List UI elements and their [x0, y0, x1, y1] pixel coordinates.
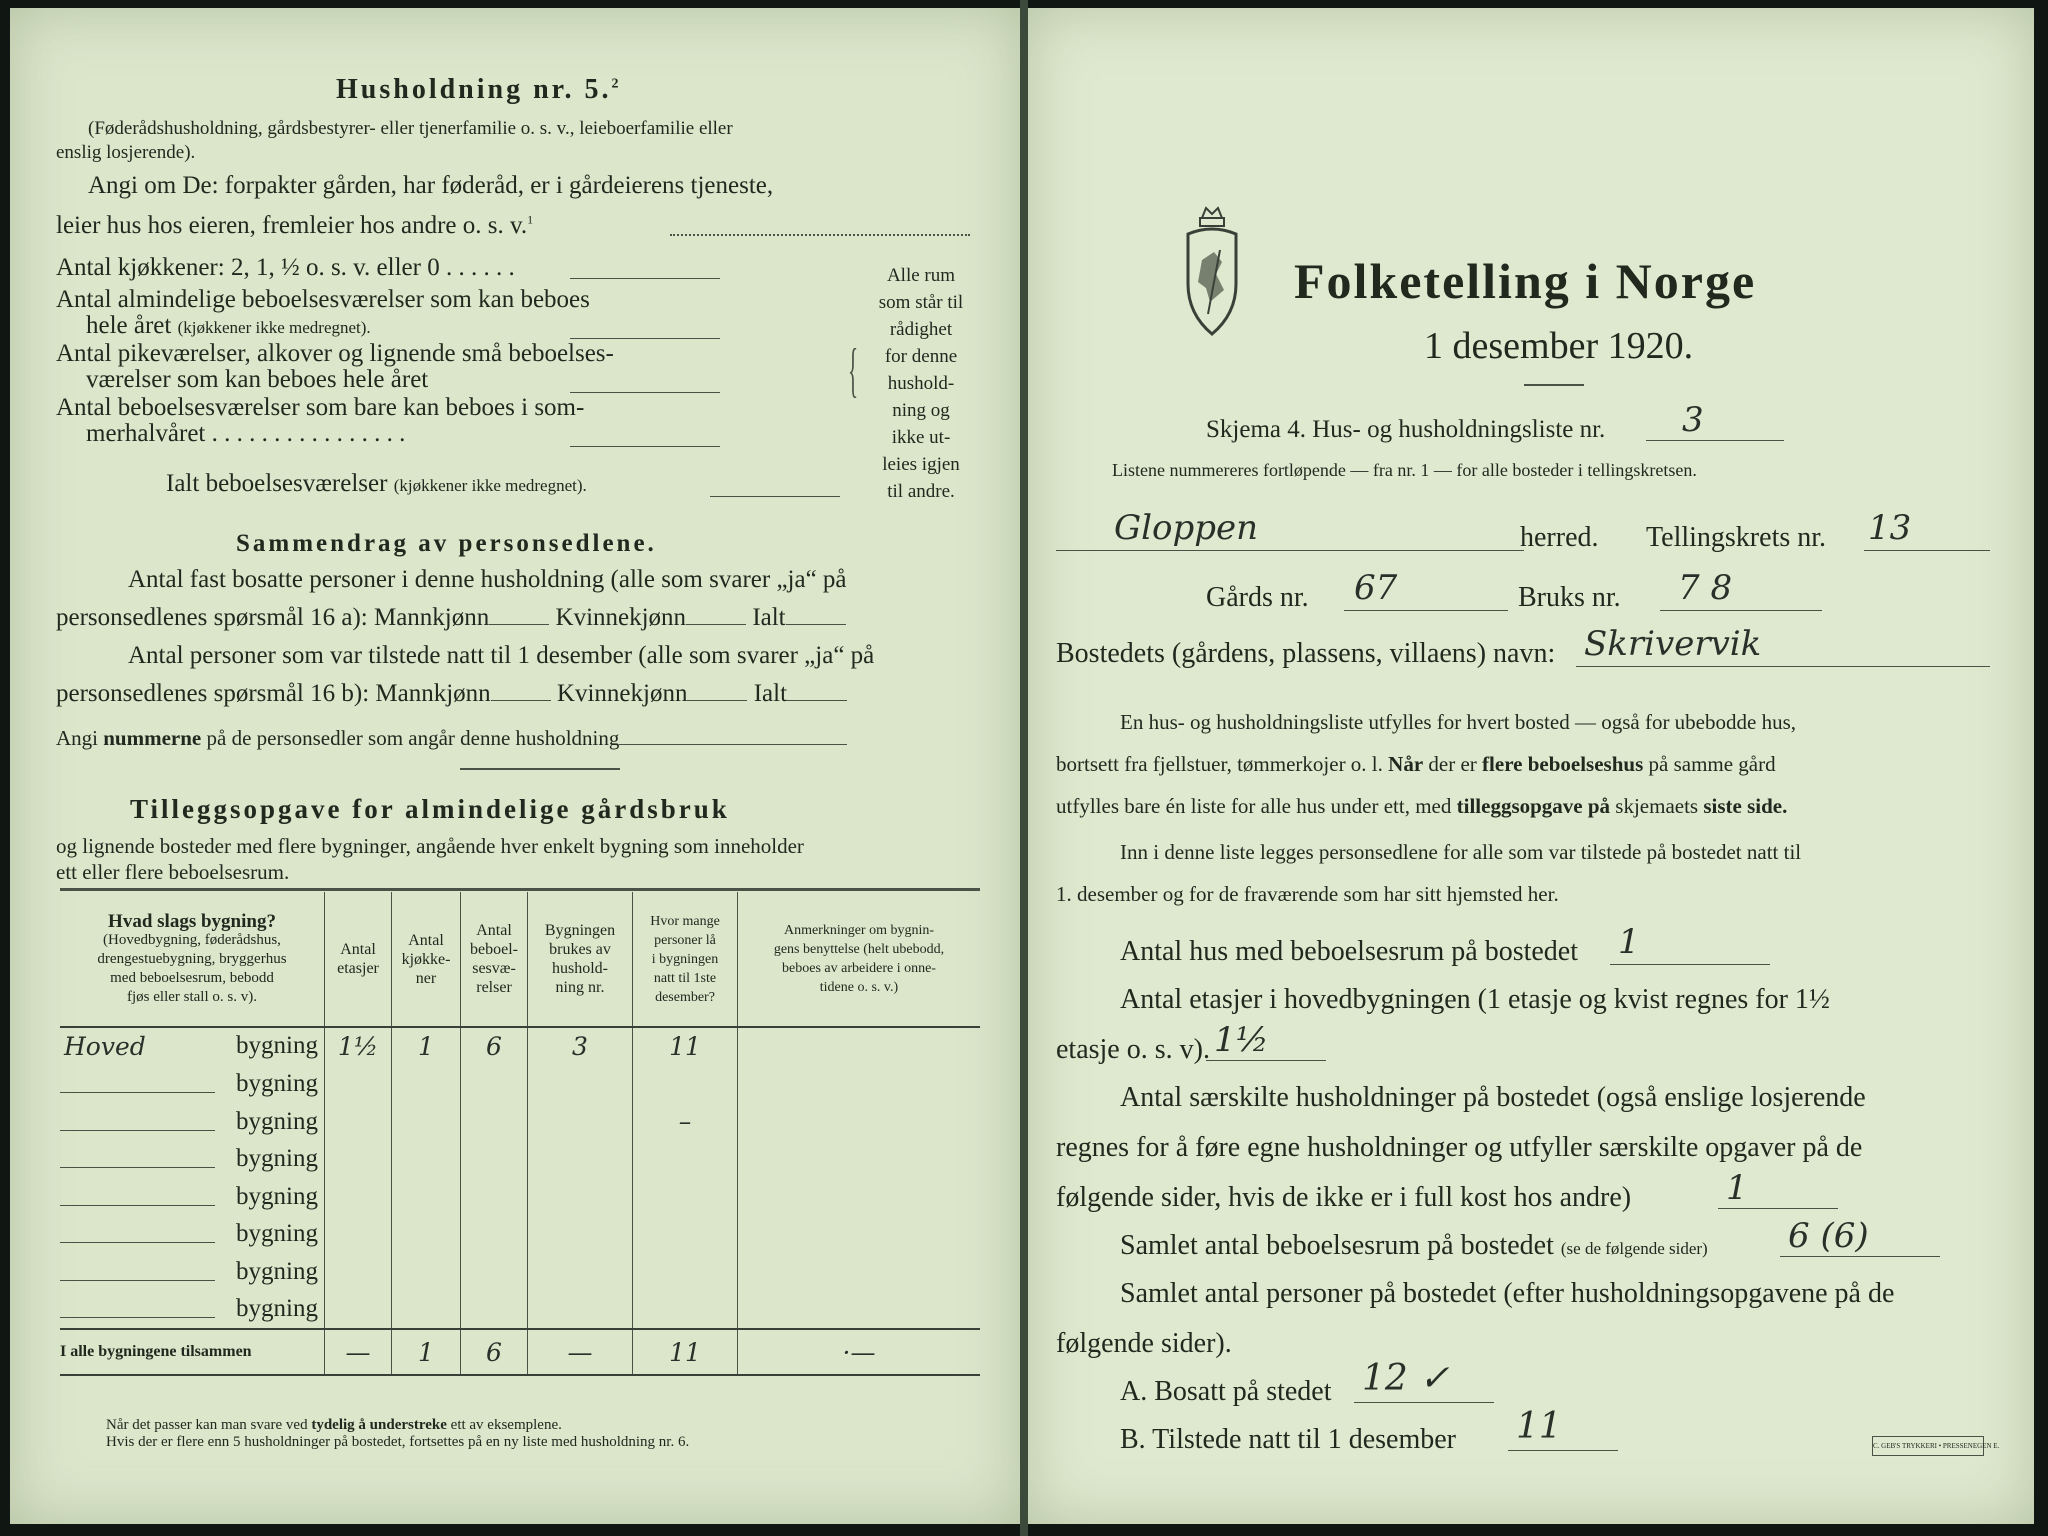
col-building-type: Hvad slags bygning? (Hovedbygning, føderådshus, drengestuebygning, bryggerhus med beboelsesrum, bebodd fjøs eller stall o. s. v). — [60, 892, 325, 1027]
cell-pers — [633, 1141, 738, 1179]
supplement-sub-2: ett eller flere beboelsesrum. — [56, 860, 290, 884]
bracket-note-line: Alle rum — [886, 265, 956, 286]
krets-value: 13 — [1868, 508, 1912, 548]
bygning-label: bygning — [236, 1070, 318, 1098]
printer-stamp: C. GEB'S TRYKKERI • PRESSENEGEN E. — [1872, 1436, 1984, 1456]
intro-note: (Føderådshusholdning, gårdsbestyrer- eller tjenerfamilie o. s. v., leieboerfamilie eller — [88, 118, 733, 139]
col-remarks — [738, 892, 981, 1027]
bygning-label: bygning — [236, 1257, 318, 1285]
angi-text-2: leier hus hos eieren, fremleier hos andre o. s. v.$^1$ — [56, 212, 534, 239]
brace: { — [848, 337, 859, 403]
summary-a-2: personsedlenes spørsmål 16 a): Mannkjønn Kvinnekjønn Ialt — [56, 604, 846, 632]
cell-rum — [461, 1291, 528, 1330]
schema-number-line — [1646, 440, 1784, 441]
header-line: brukes av — [549, 941, 611, 958]
angi-answer-line — [670, 234, 970, 236]
floors-label-2: etasje o. s. v). — [1056, 1034, 1210, 1065]
cell-etasjer — [325, 1253, 392, 1291]
building-type-cell — [60, 1178, 325, 1216]
households-label-3: følgende sider, hvis de ikke er i full kost hos andre) — [1056, 1182, 1632, 1213]
building-name-value — [60, 1145, 215, 1168]
bracket-note-line: ning og — [892, 400, 950, 421]
cell-kjokken — [392, 1216, 461, 1254]
maid-rooms-label: Antal pikeværelser, alkover og lignende små beboelses- — [56, 340, 614, 367]
cell-kjokken — [392, 1103, 461, 1141]
supplement-heading: Tilleggsopgave for almindelige gårdsbruk — [130, 794, 730, 824]
present-line — [1508, 1450, 1618, 1451]
cell-rum: 6 — [461, 1027, 528, 1066]
supplement-sub-1: og lignende bosteder med flere bygninger, angående hver enkelt bygning som inneholder — [56, 834, 804, 858]
table-row — [60, 1253, 980, 1291]
cell-pers — [633, 1253, 738, 1291]
bracket-note-line: rådighet — [889, 319, 953, 340]
cell-rum — [461, 1216, 528, 1254]
gards-value: 67 — [1354, 568, 1398, 608]
houses-value: 1 — [1618, 922, 1640, 962]
cell-rum — [461, 1141, 528, 1179]
krets-label: Tellingskrets nr. — [1646, 522, 1827, 553]
bygning-label: bygning — [236, 1032, 318, 1060]
resident-label: A. Bosatt på stedet — [1120, 1376, 1332, 1407]
bruks-label: Bruks nr. — [1518, 582, 1621, 613]
table-row — [60, 1178, 980, 1216]
bracket-note-line: leies igjen — [882, 454, 960, 475]
building-name-value — [60, 1183, 215, 1206]
header-line: Anmerkninger om bygnin- — [783, 923, 935, 938]
building-type-cell — [60, 1291, 325, 1330]
bygning-label: bygning — [236, 1107, 318, 1135]
bruks-line — [1660, 610, 1822, 611]
cell-hush — [528, 1066, 633, 1104]
cell-pers: 11 — [633, 1027, 738, 1066]
header-line: Bygningen — [544, 922, 616, 939]
angi-text: Angi om De: forpakter gården, har føderåd, er i gårdeierens tjeneste, — [88, 172, 774, 199]
cell-anm — [738, 1103, 981, 1141]
cell-pers — [633, 1291, 738, 1330]
bosted-value: Skrivervik — [1584, 624, 1762, 664]
gards-line — [1344, 610, 1508, 611]
instructions-4: Inn i denne liste legges personsedlene for alle som var tilstede på bostedet natt til — [1120, 840, 1802, 864]
building-name-value — [60, 1258, 215, 1281]
table-row — [60, 1216, 980, 1254]
census-title: Folketelling i Norge — [1294, 253, 1757, 309]
summary-heading: Sammendrag av personsedlene. — [236, 530, 657, 557]
bygning-label: bygning — [236, 1220, 318, 1248]
right-page — [1028, 8, 2034, 1524]
resident-line — [1354, 1402, 1494, 1403]
total-pers: 11 — [633, 1329, 738, 1375]
rooms-year-label: Antal almindelige beboelsesværelser som kan beboes — [56, 286, 590, 313]
left-page — [10, 8, 1020, 1524]
cell-kjokken — [392, 1253, 461, 1291]
cell-anm — [738, 1027, 981, 1066]
header-line: ner — [415, 969, 437, 987]
header-line: beboes av arbeidere i onne- — [782, 961, 936, 976]
cell-rum — [461, 1253, 528, 1291]
herred-label: herred. — [1520, 522, 1599, 553]
persons-label-2: følgende sider). — [1056, 1328, 1232, 1359]
instructions-2: bortsett fra fjellstuer, tømmerkojer o. l. Når der er flere beboelseshus på samme gård — [1056, 752, 1776, 776]
col-floors — [325, 892, 392, 1027]
header-line: beboel- — [470, 941, 518, 958]
kitchens-answer-line — [570, 278, 720, 279]
cell-kjokken: 1 — [392, 1027, 461, 1066]
cell-etasjer — [325, 1178, 392, 1216]
building-name-value — [60, 1108, 215, 1131]
cell-hush — [528, 1141, 633, 1179]
floors-line — [1206, 1060, 1326, 1061]
cell-pers — [633, 1066, 738, 1104]
bracket-note-line: for denne — [884, 346, 958, 367]
summary-b-2: personsedlenes spørsmål 16 b): Mannkjønn Kvinnekjønn Ialt — [56, 680, 847, 708]
bracket-note-line: til andre. — [887, 481, 955, 502]
cell-anm — [738, 1253, 981, 1291]
intro-note-2: enslig losjerende). — [56, 142, 196, 163]
summer-rooms-line — [570, 446, 720, 447]
cell-pers — [633, 1216, 738, 1254]
bracket-note-line: hushold- — [887, 373, 955, 394]
resident-value: 12 ✓ — [1362, 1358, 1450, 1399]
building-type-cell — [60, 1141, 325, 1179]
footnote-1: Når det passer kan man svare ved tydelig å understreke ett av eksemplene. — [106, 1417, 562, 1433]
header-line: tidene o. s. v.) — [819, 980, 899, 995]
rooms-total-value: 6 (6) — [1788, 1216, 1869, 1256]
header-line: gens benyttelse (helt ubebodd, — [773, 942, 945, 957]
cell-kjokken — [392, 1066, 461, 1104]
total-rum: 6 — [461, 1329, 528, 1375]
total-rooms-line — [710, 496, 840, 497]
cell-etasjer — [325, 1066, 392, 1104]
krets-line — [1864, 550, 1990, 551]
bracket-note — [866, 262, 976, 505]
floors-value: 1½ — [1214, 1020, 1269, 1060]
total-rooms-label: Ialt beboelsesværelser (kjøkkener ikke medregnet). — [166, 470, 587, 497]
header-line: i bygningen — [651, 951, 719, 967]
cell-kjokken — [392, 1291, 461, 1330]
header-line: Antal — [340, 941, 376, 958]
bygning-label: bygning — [236, 1182, 318, 1210]
bygning-label: bygning — [236, 1145, 318, 1173]
table-row — [60, 1027, 980, 1066]
cell-anm — [738, 1178, 981, 1216]
cell-etasjer: 1½ — [325, 1027, 392, 1066]
houses-label: Antal hus med beboelsesrum på bostedet — [1120, 936, 1579, 967]
buildings-table — [60, 892, 980, 1376]
present-label: B. Tilstede natt til 1 desember — [1120, 1424, 1456, 1455]
header-sub-line: drengestuebygning, bryggerhus — [97, 950, 287, 967]
header-line: Antal — [408, 931, 444, 949]
header-line: Antal — [476, 922, 512, 939]
building-name-value — [60, 1295, 215, 1318]
col-persons — [633, 892, 738, 1027]
cell-rum — [461, 1103, 528, 1141]
total-hush: — — [528, 1329, 633, 1375]
household-heading: Husholdning nr. 5.$^2$ — [336, 74, 622, 105]
cell-kjokken — [392, 1178, 461, 1216]
cell-rum — [461, 1178, 528, 1216]
table-top-rule — [60, 888, 980, 891]
cell-pers — [633, 1178, 738, 1216]
numbering-note: Listene nummereres fortløpende — fra nr. 1 — for alle bosteder i tellingskretsen. — [1112, 460, 1697, 480]
persons-label-1: Samlet antal personer på bostedet (efter husholdningsopgavene på de — [1120, 1278, 1895, 1309]
summary-a-1: Antal fast bosatte personer i denne husholdning (alle som svarer „ja“ på — [128, 566, 847, 593]
header-sub-line: fjøs eller stall o. s. v). — [127, 988, 257, 1005]
instructions-5: 1. desember og for de fraværende som har sitt hjemsted her. — [1056, 882, 1559, 906]
cell-hush — [528, 1103, 633, 1141]
households-value: 1 — [1726, 1168, 1748, 1208]
kitchens-label: Antal kjøkkener: 2, 1, ½ o. s. v. eller 0 . . . . . . — [56, 254, 515, 281]
cell-hush — [528, 1291, 633, 1330]
header-line: personer lå — [654, 932, 716, 948]
building-type-cell — [60, 1103, 325, 1141]
cell-pers: – — [633, 1103, 738, 1141]
summary-b-1: Antal personer som var tilstede natt til 1 desember (alle som svarer „ja“ på — [128, 642, 875, 669]
header-sub-line: med beboelsesrum, bebodd — [110, 969, 274, 986]
table-row — [60, 1291, 980, 1330]
cell-rum — [461, 1066, 528, 1104]
building-type-cell — [60, 1027, 325, 1066]
bracket-note-line: ikke ut- — [891, 427, 951, 448]
cell-etasjer — [325, 1291, 392, 1330]
col-kitchens — [392, 892, 461, 1027]
cell-etasjer — [325, 1103, 392, 1141]
census-date: 1 desember 1920. — [1424, 325, 1694, 367]
rooms-total-label: Samlet antal beboelsesrum på bostedet (se de følgende sider) — [1120, 1230, 1708, 1261]
table-row — [60, 1103, 980, 1141]
maid-rooms-line — [570, 392, 720, 393]
spine — [1020, 0, 1028, 1536]
header-line: natt til 1ste — [653, 970, 717, 986]
table-total-row — [60, 1329, 980, 1375]
header-line: sesvæ- — [472, 960, 516, 977]
cell-anm — [738, 1216, 981, 1254]
col-household-no — [528, 892, 633, 1027]
bracket-note-line: som står til — [878, 292, 964, 313]
total-etasjer: — — [325, 1329, 392, 1375]
schema-number: 3 — [1682, 400, 1704, 440]
households-label-1: Antal særskilte husholdninger på bostedet (også enslige losjerende — [1120, 1082, 1866, 1113]
floors-label: Antal etasjer i hovedbygningen (1 etasje og kvist regnes for 1½ — [1120, 984, 1830, 1015]
building-type-cell — [60, 1253, 325, 1291]
header-line: kjøkke- — [401, 950, 451, 968]
households-line — [1718, 1208, 1838, 1209]
cell-etasjer — [325, 1141, 392, 1179]
building-type-cell — [60, 1216, 325, 1254]
cell-hush — [528, 1253, 633, 1291]
header-line: Hvor mange — [650, 913, 720, 929]
building-name-value — [60, 1220, 215, 1243]
cell-etasjer — [325, 1216, 392, 1254]
header-line: etasjer — [337, 960, 379, 977]
header-line: ning nr. — [555, 979, 605, 996]
header-line: relser — [476, 979, 512, 996]
households-label-2: regnes for å føre egne husholdninger og utfyller særskilte opgaver på de — [1056, 1132, 1863, 1163]
cell-anm — [738, 1291, 981, 1330]
schema-label: Skjema 4. Hus- og husholdningsliste nr. — [1206, 416, 1606, 443]
summer-rooms-label-2: merhalvåret . . . . . . . . . . . . . . . . — [86, 420, 406, 447]
coat-of-arms-icon — [1180, 204, 1244, 362]
bruks-value: 7 8 — [1678, 568, 1733, 608]
instructions-3: utfylles bare én liste for alle hus under ett, med tilleggsopgave på skjemaets siste side. — [1056, 794, 1788, 818]
maid-rooms-label-2: værelser som kan beboes hele året — [86, 366, 429, 393]
table-row — [60, 1066, 980, 1104]
section-divider — [460, 768, 620, 770]
numbers-line: Angi nummerne på de personsedler som angår denne husholdning — [56, 726, 847, 751]
summer-rooms-label: Antal beboelsesværelser som bare kan beboes i som- — [56, 394, 585, 421]
table-row — [60, 1141, 980, 1179]
rooms-total-line — [1780, 1256, 1940, 1257]
rooms-year-line — [570, 338, 720, 339]
herred-value: Gloppen — [1114, 508, 1259, 548]
header-sub-line: (Hovedbygning, føderådshus, — [103, 931, 281, 948]
instructions-1: En hus- og husholdningsliste utfylles for hvert bosted — også for ubebodde hus, — [1120, 710, 1796, 734]
cell-anm — [738, 1141, 981, 1179]
building-name-value: Hoved — [64, 1032, 146, 1062]
cell-hush — [528, 1216, 633, 1254]
col-rooms — [461, 892, 528, 1027]
title-divider — [1524, 384, 1584, 386]
gards-label: Gårds nr. — [1206, 582, 1309, 613]
bosted-line — [1576, 666, 1990, 667]
cell-anm — [738, 1066, 981, 1104]
header-line: hushold- — [552, 960, 608, 977]
footnote-2: Hvis der er flere enn 5 husholdninger på bostedet, fortsettes på en ny liste med husholdning nr. 6. — [106, 1434, 690, 1450]
building-type-cell — [60, 1066, 325, 1104]
cell-hush: 3 — [528, 1027, 633, 1066]
bygning-label: bygning — [236, 1295, 318, 1323]
houses-line — [1610, 964, 1770, 965]
cell-hush — [528, 1178, 633, 1216]
total-label: I alle bygningene tilsammen — [60, 1329, 325, 1375]
cell-kjokken — [392, 1141, 461, 1179]
present-value: 11 — [1516, 1406, 1562, 1447]
header-line: desember? — [655, 989, 715, 1005]
total-anm: ·— — [738, 1329, 981, 1375]
total-kjokken: 1 — [392, 1329, 461, 1375]
bosted-label: Bostedets (gårdens, plassens, villaens) navn: — [1056, 638, 1556, 669]
herred-line — [1056, 550, 1524, 551]
rooms-year-label-2: hele året (kjøkkener ikke medregnet). — [86, 312, 371, 339]
building-name-value — [60, 1070, 215, 1093]
